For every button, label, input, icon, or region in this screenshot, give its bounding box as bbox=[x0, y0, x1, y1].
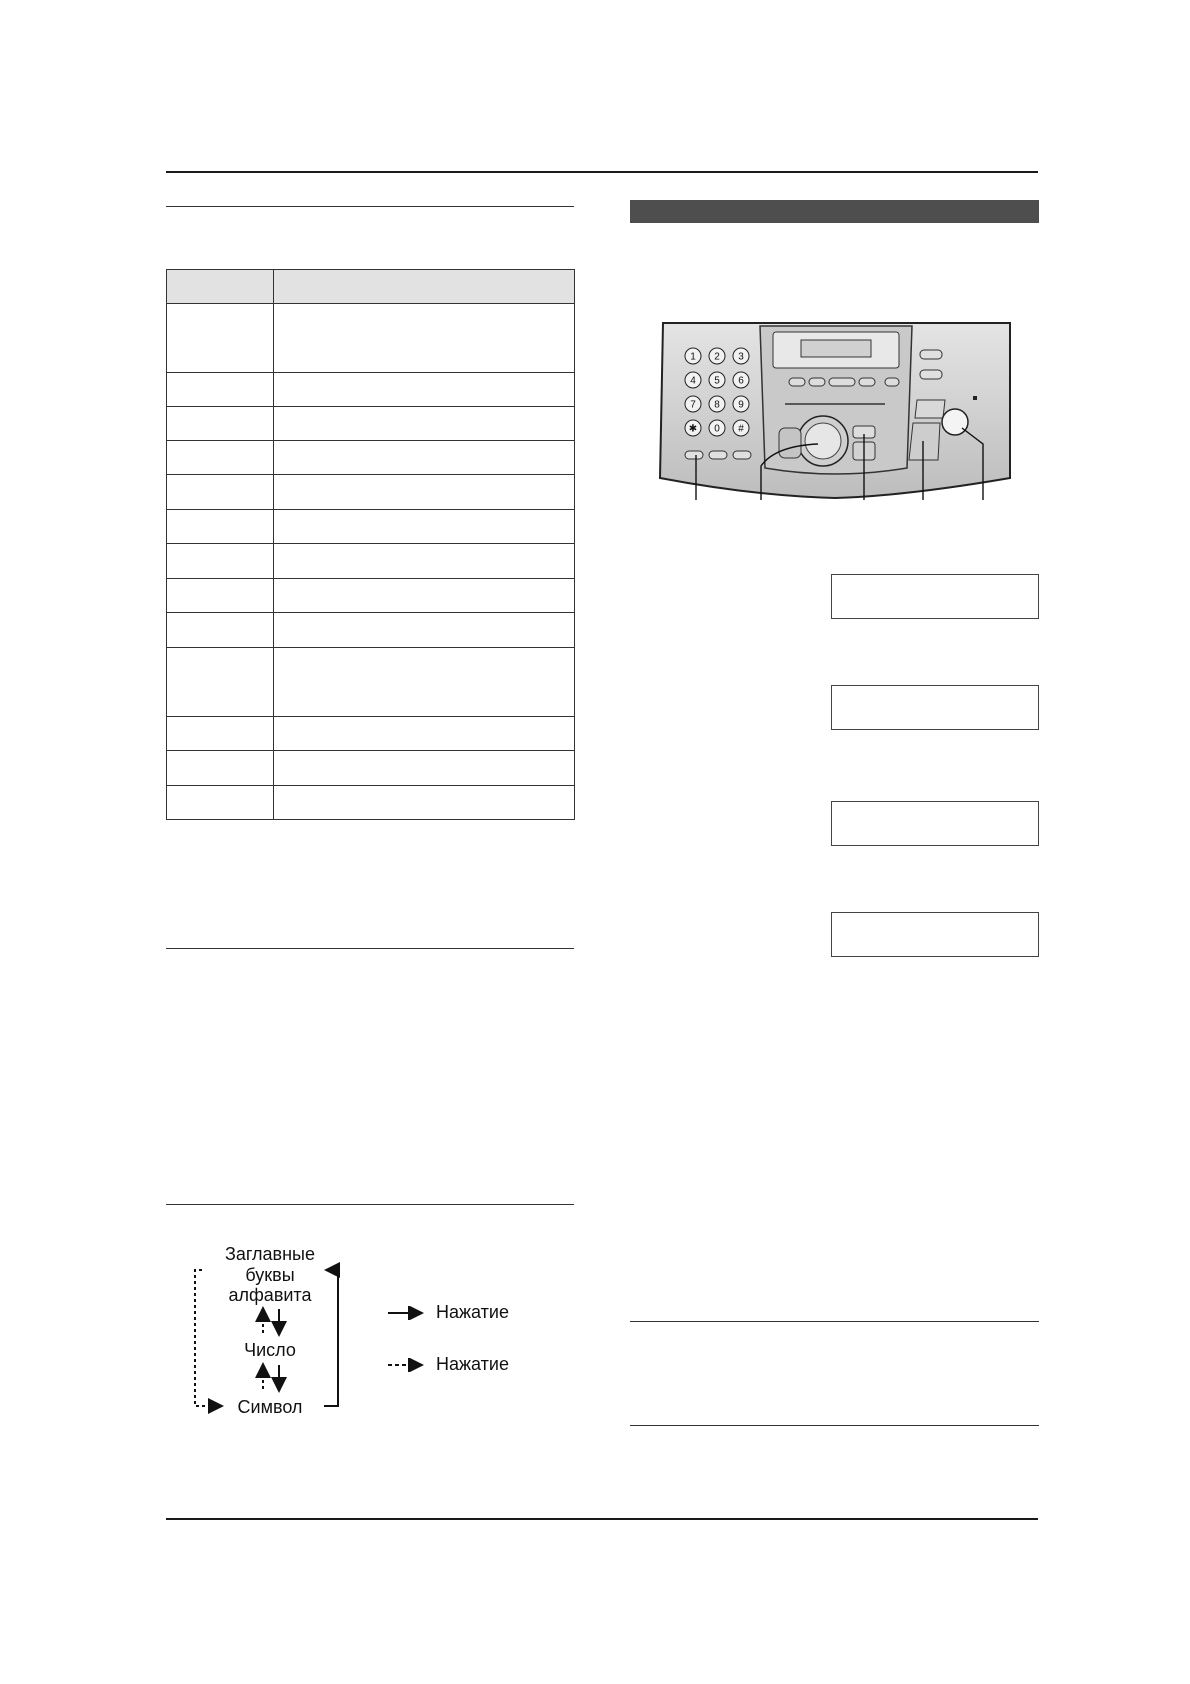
flow-uppercase-line2: буквы bbox=[245, 1265, 295, 1285]
table-row bbox=[167, 579, 575, 613]
table-row bbox=[167, 751, 575, 786]
table-row bbox=[167, 475, 575, 510]
left-mid-rule bbox=[166, 948, 574, 949]
flow-uppercase-line1: Заглавные bbox=[224, 1244, 316, 1264]
table-row bbox=[167, 544, 575, 579]
table-row bbox=[167, 304, 575, 373]
table-row bbox=[167, 717, 575, 751]
lcd-display-1 bbox=[831, 574, 1039, 619]
table-row bbox=[167, 648, 575, 717]
keypad-key-label: # bbox=[738, 423, 744, 435]
table-header-cell bbox=[167, 270, 274, 304]
flow-arrows bbox=[190, 1250, 340, 1420]
legend-dashed-label: Нажатие bbox=[436, 1354, 509, 1374]
fax-panel-illustration bbox=[655, 318, 1015, 508]
table-row bbox=[167, 441, 575, 475]
right-lower-rule-2 bbox=[630, 1425, 1039, 1426]
table-row bbox=[167, 510, 575, 544]
keypad-key-label: 8 bbox=[714, 399, 720, 411]
lcd-display-4 bbox=[831, 912, 1039, 957]
page-top-rule bbox=[166, 171, 1038, 173]
keypad-key-label: ✱ bbox=[688, 423, 698, 435]
right-lower-rule-1 bbox=[630, 1321, 1039, 1322]
section-header-bar bbox=[630, 200, 1039, 223]
lcd-display-3 bbox=[831, 801, 1039, 846]
lcd-display-2 bbox=[831, 685, 1039, 730]
table-header-cell bbox=[273, 270, 574, 304]
left-lower-rule bbox=[166, 1204, 574, 1205]
legend-dashed-arrow bbox=[386, 1358, 426, 1372]
keypad-key-label: 4 bbox=[690, 375, 696, 387]
keypad-key-label: 0 bbox=[714, 423, 720, 435]
flow-uppercase-line3: алфавита bbox=[228, 1285, 312, 1305]
table-row bbox=[167, 407, 575, 441]
table-row bbox=[167, 613, 575, 648]
legend-solid-arrow bbox=[386, 1306, 426, 1320]
flow-number: Число bbox=[244, 1340, 296, 1360]
keypad-key-label: 1 bbox=[690, 351, 696, 363]
table-header-row bbox=[167, 270, 575, 304]
table-row bbox=[167, 373, 575, 407]
table-row bbox=[167, 786, 575, 820]
legend-solid-label: Нажатие bbox=[436, 1302, 509, 1322]
keypad-key-label: 9 bbox=[738, 399, 744, 411]
page-bottom-rule bbox=[166, 1518, 1038, 1520]
keypad-key-label: 5 bbox=[714, 375, 720, 387]
flow-symbol: Символ bbox=[237, 1397, 303, 1417]
keypad-key-label: 6 bbox=[738, 375, 744, 387]
key-table bbox=[166, 269, 575, 820]
keypad-key-label: 3 bbox=[738, 351, 744, 363]
left-section-rule bbox=[166, 206, 574, 207]
keypad-key-label: 7 bbox=[690, 399, 696, 411]
keypad-key-label: 2 bbox=[714, 351, 720, 363]
